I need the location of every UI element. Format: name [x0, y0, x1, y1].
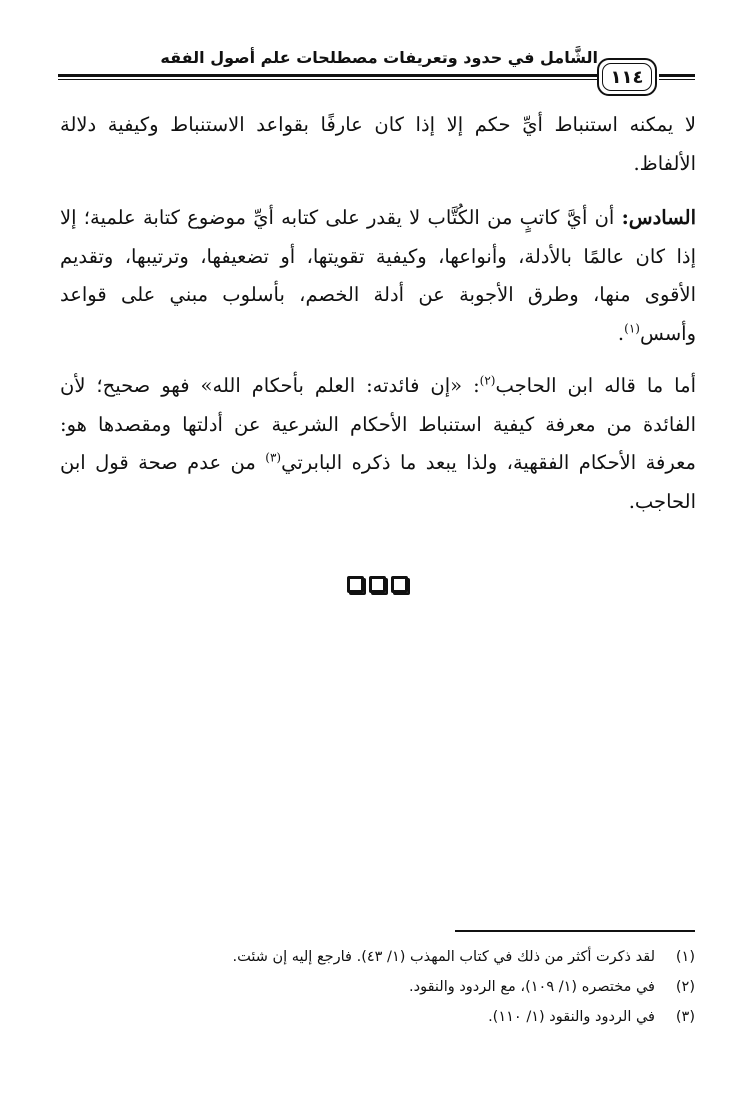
paragraph-2-lead: السادس: [621, 206, 696, 229]
header-rule-thin [58, 79, 608, 80]
paragraph-3 [60, 367, 696, 521]
header-rule-thick [58, 74, 608, 77]
running-title: الشَّامل في حدود وتعريفات مصطلحات علم أصول الفقه [160, 48, 598, 67]
page-header [58, 38, 695, 98]
separator-square-icon [369, 576, 386, 593]
footnote-number: (٣) [675, 1009, 695, 1025]
header-rule-tail-thin [659, 79, 695, 80]
paragraph-2-text: أن أيَّ كاتبٍ من الكُتَّاب لا يقدر على كتابه أيِّ موضوع كتابة علمية؛ إلا إذا كان عالمًا بالأدلة، وأنواعها، وكيفية تقويتها، أو تضعيفها، وترتيبها، وتقديم الأقوى منها، وطرق الأجوبة عن أدلة الخصم، بأسلوب مبني على قواعد وأسس [60, 206, 696, 345]
footnote-2 [95, 972, 695, 1002]
footnote-divider [455, 930, 695, 932]
footnote-text: في الردود والنقود (١/ ١١٠). [488, 1009, 655, 1025]
paragraph-3-b: : «إن فائدته: العلم بأحكام الله» فهو صحيح؛ لأن الفائدة من معرفة كيفية استنباط الأحكام الشرعية عن أدلتها ومقصدها هو: معرفة الأحكام الفقهية، ولذا يبعد ما ذكره البابرتي [60, 374, 696, 474]
paragraph-1: لا يمكنه استنباط أيِّ حكم إلا إذا كان عارفًا بقواعد الاستنباط وكيفية دلالة الألفاظ. [60, 113, 696, 175]
page-number: ١١٤ [610, 66, 644, 88]
footnote-number: (١) [675, 949, 695, 965]
paragraph-3-a: أما ما قاله ابن الحاجب [495, 374, 696, 397]
footnote-text: لقد ذكرت أكثر من ذلك في كتاب المهذب (١/ ٤٣). فارجع إليه إن شئت. [232, 949, 655, 965]
footnote-number: (٢) [675, 979, 695, 995]
paragraph-2-end: . [617, 321, 625, 345]
separator-square-icon [391, 576, 408, 593]
footnotes [95, 942, 695, 1032]
section-separator [0, 576, 755, 593]
paragraph-2 [60, 199, 696, 353]
footnote-3 [95, 1002, 695, 1032]
footnote-ref-2[interactable]: (٢) [479, 373, 496, 388]
footnote-ref-1[interactable]: (١) [624, 321, 640, 335]
footnote-ref-3[interactable]: (٣) [265, 450, 282, 465]
footnote-1 [95, 942, 695, 972]
header-rule-tail [659, 74, 695, 77]
footnote-text: في مختصره (١/ ١٠٩)، مع الردود والنقود. [409, 979, 655, 995]
main-text [60, 106, 696, 521]
separator-square-icon [347, 576, 364, 593]
paragraph-3-c: من عدم صحة قول ابن الحاجب. [60, 451, 696, 513]
page-number-badge [597, 58, 657, 96]
